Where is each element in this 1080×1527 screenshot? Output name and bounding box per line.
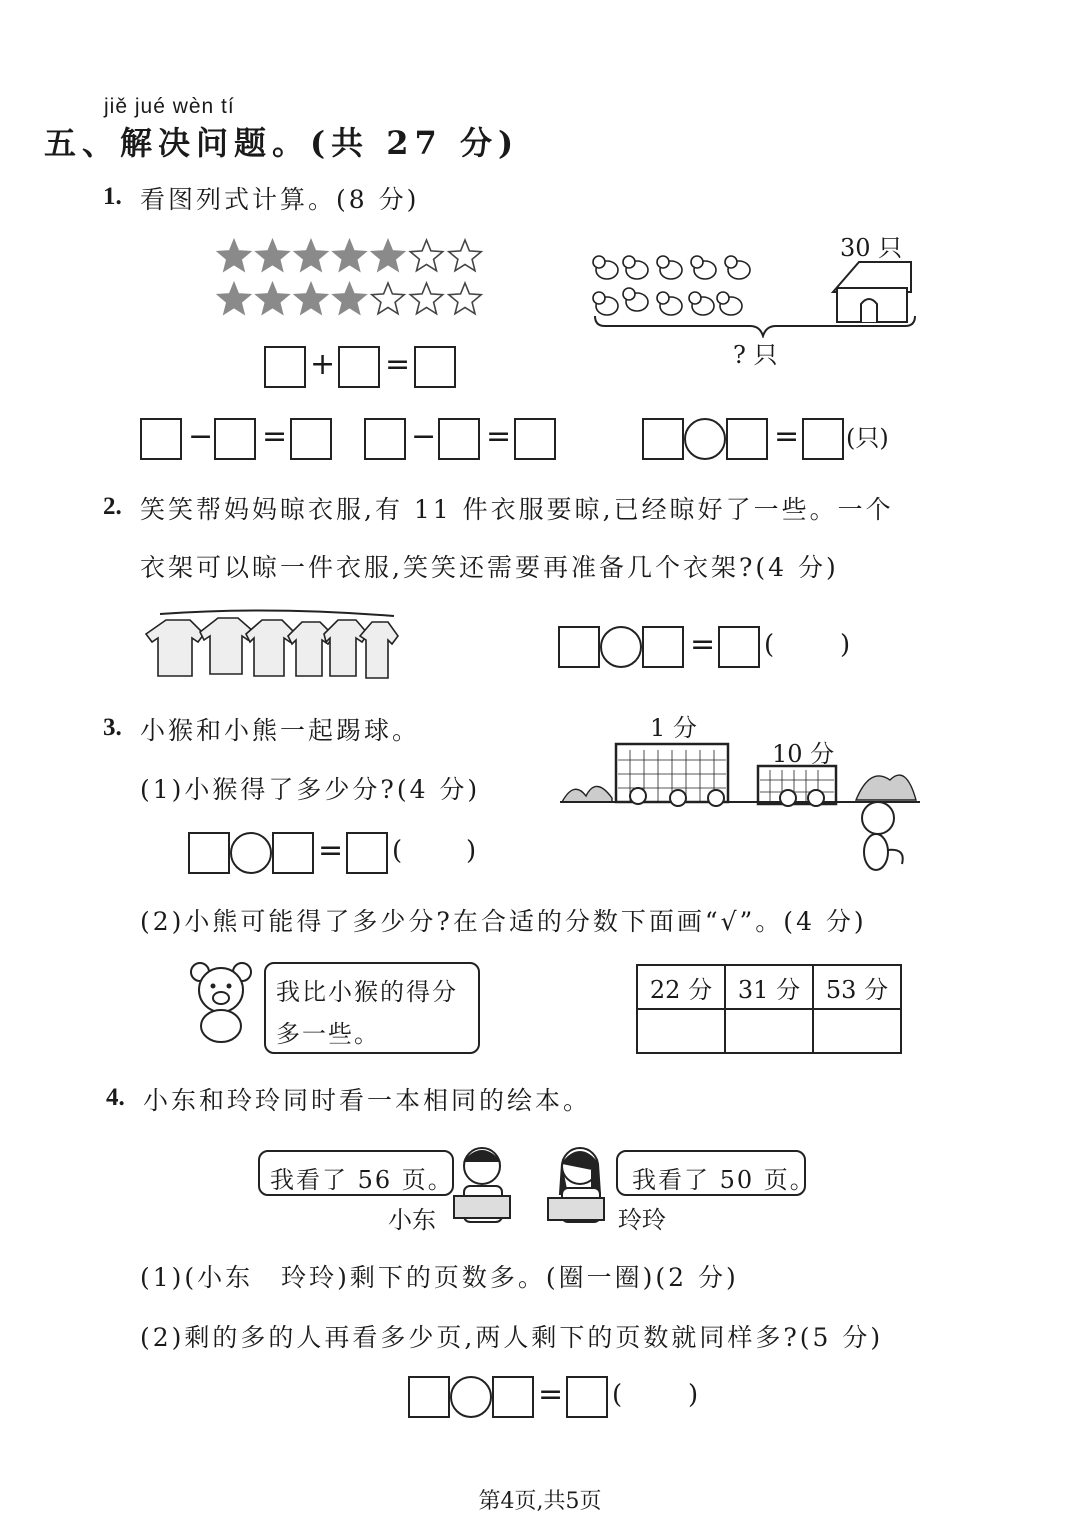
brace-label: ? 只 — [733, 341, 778, 369]
answer-box[interactable] — [338, 346, 380, 388]
q4-sub2: (2)剩的多的人再看多少页,两人剩下的页数就同样多?(5 分) — [140, 1323, 884, 1352]
shirt-icon — [146, 620, 204, 676]
answer-box[interactable] — [726, 418, 768, 460]
answer-box[interactable] — [414, 346, 456, 388]
bear-speech-bubble — [264, 962, 480, 1054]
operator-circle[interactable] — [230, 832, 272, 874]
q3-sub1: (1)小猴得了多少分?(4 分) — [140, 775, 481, 804]
check-cell[interactable] — [637, 1009, 725, 1053]
answer-box[interactable] — [364, 418, 406, 460]
ball-icon — [670, 790, 686, 806]
boy-name: 小东 — [388, 1206, 436, 1234]
q2-number: 2. — [103, 493, 122, 520]
q4-sub1[interactable]: (1)(小东 玲玲)剩下的页数多。(圈一圈)(2 分) — [140, 1263, 739, 1292]
filled-star-icon — [218, 240, 250, 271]
girl-speech: 我看了 50 页。 — [632, 1166, 816, 1194]
chick-icon — [623, 288, 648, 311]
unit-label: (只) — [846, 424, 889, 452]
option-label: 22 分 — [637, 965, 725, 1009]
q3-number: 3. — [103, 714, 122, 741]
shirt-icon — [246, 620, 296, 676]
paren-open: ( — [392, 836, 403, 866]
filled-star-icon — [333, 240, 365, 271]
filled-star-icon — [256, 240, 288, 271]
ball-icon — [808, 790, 824, 806]
q2-text-line1: 笑笑帮妈妈晾衣服,有 11 件衣服要晾,已经晾好了一些。一个 — [140, 495, 894, 524]
empty-star-icon — [410, 283, 442, 314]
paren-close: ) — [688, 1380, 699, 1410]
answer-box[interactable] — [272, 832, 314, 874]
minus-sign: − — [411, 419, 437, 454]
q4-number: 4. — [106, 1084, 125, 1111]
chick-icon — [623, 256, 648, 279]
shirt-icon — [324, 620, 368, 676]
girl-reading-icon — [540, 1140, 622, 1230]
shirt-icon — [360, 622, 398, 678]
option-label: 53 分 — [813, 965, 901, 1009]
equals-sign: = — [690, 627, 716, 662]
chick-icon — [593, 256, 618, 279]
answer-box[interactable] — [140, 418, 182, 460]
answer-box[interactable] — [492, 1376, 534, 1418]
q2-text-line2: 衣架可以晾一件衣服,笑笑还需要再准备几个衣架?(4 分) — [140, 553, 839, 582]
answer-box[interactable] — [566, 1376, 608, 1418]
minus-sign: − — [188, 419, 214, 454]
ball-icon — [630, 788, 646, 804]
paren-open: ( — [612, 1380, 623, 1410]
filled-star-icon — [218, 283, 250, 314]
clothesline-picture — [138, 604, 400, 686]
empty-star-icon — [449, 283, 481, 314]
goal2-label: 10 分 — [772, 740, 835, 768]
operator-circle[interactable] — [684, 418, 726, 460]
house-icon — [833, 262, 911, 322]
filled-star-icon — [333, 283, 365, 314]
answer-box[interactable] — [408, 1376, 450, 1418]
filled-star-icon — [256, 283, 288, 314]
soccer-picture — [560, 740, 922, 880]
empty-star-icon — [372, 283, 404, 314]
section-pinyin: jiě jué wèn tí — [104, 95, 235, 118]
answer-box[interactable] — [214, 418, 256, 460]
goal1-label: 1 分 — [650, 714, 697, 742]
boy-speech-bubble — [258, 1150, 454, 1196]
star-picture — [212, 232, 492, 324]
stars-row-2 — [218, 283, 481, 314]
page-footer: 第4页,共5页 — [478, 1489, 602, 1514]
answer-box[interactable] — [802, 418, 844, 460]
answer-box[interactable] — [290, 418, 332, 460]
chick-icon — [657, 292, 682, 315]
ball-icon — [708, 790, 724, 806]
answer-box[interactable] — [642, 418, 684, 460]
q1-number: 1. — [103, 183, 122, 210]
option-label: 31 分 — [725, 965, 813, 1009]
answer-box[interactable] — [642, 626, 684, 668]
house-label: 30 只 — [840, 234, 903, 262]
shirt-icon — [200, 618, 254, 674]
filled-star-icon — [372, 240, 404, 271]
boy-reading-icon — [446, 1140, 520, 1230]
q3-sub2: (2)小熊可能得了多少分?在合适的分数下面画“√”。(4 分) — [140, 907, 867, 936]
chick-icon — [691, 256, 716, 279]
answer-box[interactable] — [188, 832, 230, 874]
filled-star-icon — [295, 240, 327, 271]
paren-open: ( — [764, 630, 775, 660]
answer-box[interactable] — [346, 832, 388, 874]
answer-box[interactable] — [438, 418, 480, 460]
equals-sign: = — [774, 419, 800, 454]
q3-text: 小猴和小熊一起踢球。 — [140, 716, 421, 745]
operator-circle[interactable] — [450, 1376, 492, 1418]
answer-box[interactable] — [718, 626, 760, 668]
q1-text: 看图列式计算。(8 分) — [140, 185, 420, 214]
chick-icon — [717, 292, 742, 315]
boy-speech: 我看了 56 页。 — [270, 1166, 454, 1194]
bear-speech-line2: 多一些。 — [276, 1020, 380, 1048]
chick-icon — [689, 292, 714, 315]
filled-star-icon — [295, 283, 327, 314]
chick-icon — [725, 256, 750, 279]
clothesline — [160, 610, 394, 616]
empty-star-icon — [410, 240, 442, 271]
check-cell[interactable] — [813, 1009, 901, 1053]
paren-close: ) — [840, 630, 851, 660]
ball-icon — [780, 790, 796, 806]
answer-box[interactable] — [514, 418, 556, 460]
bear-speech-line1: 我比小猴的得分 — [276, 978, 458, 1006]
equals-sign: = — [385, 347, 411, 382]
equals-sign: = — [538, 1377, 564, 1412]
score-options-table — [636, 964, 902, 1054]
plus-sign: + — [310, 347, 336, 382]
bear-icon — [186, 960, 262, 1044]
monkey-icon — [862, 802, 903, 870]
girl-name: 玲玲 — [618, 1206, 666, 1234]
girl-speech-bubble — [616, 1150, 816, 1196]
answer-box[interactable] — [558, 626, 600, 668]
stars-row-1 — [218, 240, 481, 271]
operator-circle[interactable] — [600, 626, 642, 668]
q4-text: 小东和玲玲同时看一本相同的绘本。 — [143, 1086, 592, 1115]
equals-sign: = — [486, 419, 512, 454]
chick-icon — [657, 256, 682, 279]
equals-sign: = — [262, 419, 288, 454]
chick-icon — [593, 292, 618, 315]
empty-star-icon — [449, 240, 481, 271]
equals-sign: = — [318, 833, 344, 868]
check-cell[interactable] — [725, 1009, 813, 1053]
answer-box[interactable] — [264, 346, 306, 388]
paren-close: ) — [466, 836, 477, 866]
section-title: 五、解决问题。(共 27 分) — [44, 124, 520, 162]
